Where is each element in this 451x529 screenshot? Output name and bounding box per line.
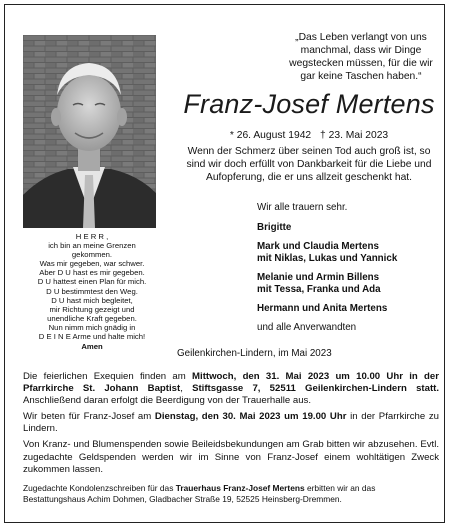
- prayer-service-time: Dienstag, den 30. Mai 2023 um 19.00 Uhr: [154, 411, 347, 423]
- prayer-line: D U bestimmtest den Weg.: [46, 286, 138, 296]
- mourner-group: [257, 303, 447, 315]
- obituary-frame: [4, 4, 445, 523]
- quote-line: „Das Leben verlangt von uns: [295, 32, 427, 43]
- prayer-amen: Amen: [81, 342, 103, 352]
- footer-address: Bestattungshaus Achim Dohmen, Gladbacher Straße 19, 52525 Heinsberg-Dremmen.: [23, 494, 342, 504]
- service-details: [23, 371, 439, 480]
- mourner-name: Mark und Claudia Mertens: [257, 241, 379, 252]
- intro-line: sind wir doch erfüllt von Dankbarkeit für die Liebe und: [186, 159, 432, 170]
- exequies-address: Stiftsgasse 7, 52511 Geilenkirchen-Lindern statt.: [192, 383, 439, 395]
- footer-text-end: erbitten wir an das: [304, 483, 376, 493]
- mourners-lead: Wir alle trauern sehr.: [257, 202, 348, 213]
- prayer-line: D U hattest einen Plan für mich.: [37, 277, 147, 287]
- life-dates: [175, 130, 443, 141]
- mourner-name: mit Tessa, Franka und Ada: [257, 284, 381, 295]
- prayer-line: ich bin an meine Grenzen: [48, 241, 136, 251]
- prayer-line: unendliche Kraft gegeben.: [47, 313, 137, 323]
- exequies-time-place: Mittwoch, den 31. Mai 2023 um 10.00 Uhr in der Pfarrkirche St. Johann Baptist: [23, 371, 439, 395]
- exequies-sep: ,: [180, 383, 193, 395]
- quote-line: gar keine Taschen haben.“: [300, 71, 422, 82]
- donations-paragraph: Von Kranz- und Blumenspenden sowie Beileidsbekundungen am Grab bitten wir abzusehen. Evtl. zugedachte Geldspenden werden wir im Sinne von Franz-Josef einem wohltätigen Zweck zukommen lassen.: [23, 439, 439, 475]
- mourners-closing: und alle Anverwandten: [257, 322, 357, 333]
- mourner-name: Hermann und Anita Mertens: [257, 303, 388, 314]
- quote-line: wegstecken müssen, für die wir: [289, 58, 433, 69]
- prayer-line: mir Richtung gezeigt und: [49, 304, 135, 314]
- mourner-name: Brigitte: [257, 222, 292, 233]
- intro-text: [175, 145, 443, 184]
- condolence-footer: [23, 483, 439, 505]
- exequies-text: Die feierlichen Exequien finden am: [23, 371, 193, 382]
- prayer-line: Nun nimm mich gnädig in: [48, 322, 136, 332]
- footer-text: Zugedachte Kondolenzschreiben für das: [23, 483, 176, 493]
- prayer-line: gekommen.: [71, 250, 113, 260]
- mourner-name: mit Niklas, Lukas und Yannick: [257, 253, 398, 264]
- mourner-group: [257, 222, 447, 234]
- prayer-block: [23, 232, 161, 351]
- exequies-paragraph: [23, 371, 439, 407]
- intro-line: Wenn der Schmerz über seinen Tod auch groß ist, so: [187, 146, 431, 157]
- burial-text: Anschließend daran erfolgt die Beerdigung von der Trauerhalle aus.: [23, 395, 311, 407]
- portrait-photo: [23, 35, 156, 228]
- intro-line: Aufopferung, die er uns allzeit geschenkt hat.: [205, 172, 413, 183]
- prayer-line: D E I N E Arme und halte mich!: [38, 332, 146, 342]
- prayer-service-text: Wir beten für Franz-Josef am: [23, 411, 155, 423]
- prayer-service-place: in der Pfarrkirche zu Lindern.: [23, 411, 439, 435]
- prayer-line: D U hast mich begleitet,: [51, 295, 133, 305]
- mourner-group: [257, 241, 447, 265]
- mourner-name: Melanie und Armin Billens: [257, 272, 380, 283]
- prayer-line: H E R R ,: [75, 232, 109, 241]
- mourner-group: [257, 272, 447, 296]
- prayer-line: Aber D U hast es mir gegeben.: [39, 268, 145, 278]
- prayer-service-paragraph: [23, 411, 439, 435]
- place-date: Geilenkirchen-Lindern, im Mai 2023: [177, 348, 332, 359]
- footer-house: Trauerhaus Franz-Josef Mertens: [175, 483, 305, 493]
- mourners-list: [257, 202, 447, 334]
- quote-block: [275, 31, 447, 83]
- quote-line: manchmal, dass wir Dinge: [300, 45, 422, 56]
- deceased-name: Franz-Josef Mertens: [183, 89, 435, 119]
- birth-date: * 26. August 1942: [229, 130, 312, 141]
- footer-line: [23, 483, 439, 494]
- death-date: † 23. Mai 2023: [320, 130, 389, 141]
- prayer-line: Was mir gegeben, war schwer.: [39, 259, 145, 269]
